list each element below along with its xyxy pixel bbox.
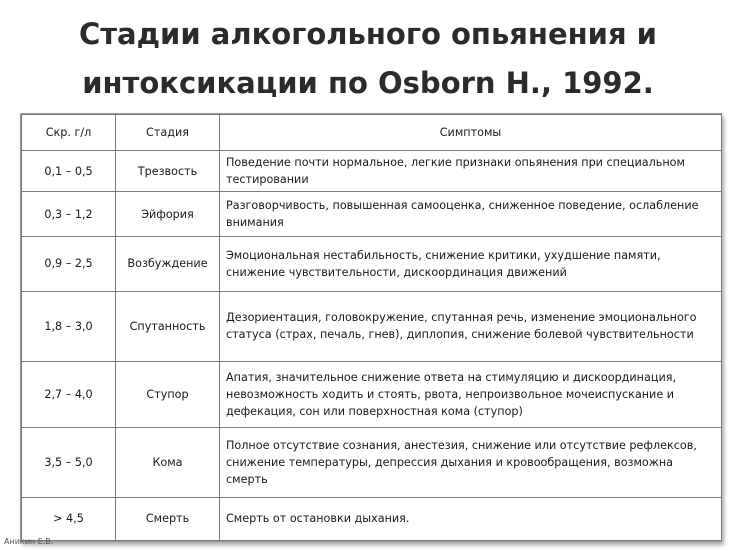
table-row bbox=[22, 428, 722, 497]
cell-symptoms: Эмоциональная нестабильность, снижение критики, ухудшение памяти, снижение чувствительности, дискоординация движений bbox=[220, 236, 722, 291]
cell-range: 0,1 – 0,5 bbox=[22, 151, 116, 192]
cell-stage: Кома bbox=[116, 428, 220, 497]
title-line-1: Стадии алкогольного опьянения и bbox=[78, 17, 658, 51]
table-row bbox=[22, 236, 722, 291]
stages-table-container bbox=[20, 113, 722, 542]
cell-symptoms: Разговорчивость, повышенная самооценка, сниженное поведение, ослабление внимания bbox=[220, 192, 722, 236]
table-row bbox=[22, 362, 722, 428]
cell-symptoms: Апатия, значительное снижение ответа на стимуляцию и дискоординация, невозможность ходить и стоять, рвота, непроизвольное мочеиспускание и дефекация, сон или поверхностная кома (ступор) bbox=[220, 362, 722, 428]
cell-symptoms: Дезориентация, головокружение, спутанная речь, изменение эмоционального статуса (страх, печаль, гнев), диплопия, снижение болевой чувствительности bbox=[220, 291, 722, 361]
table-header-row bbox=[22, 115, 722, 151]
cell-range: 0,3 – 1,2 bbox=[22, 192, 116, 236]
cell-stage: Спутанность bbox=[116, 291, 220, 361]
cell-stage: Смерть bbox=[116, 497, 220, 541]
cell-stage: Эйфория bbox=[116, 192, 220, 236]
stages-table bbox=[21, 114, 722, 541]
header-stage: Стадия bbox=[116, 115, 220, 151]
cell-symptoms: Поведение почти нормальное, легкие признаки опьянения при специальном тестировании bbox=[220, 151, 722, 192]
cell-range: 0,9 – 2,5 bbox=[22, 236, 116, 291]
page-title bbox=[0, 10, 736, 108]
cell-symptoms: Смерть от остановки дыхания. bbox=[220, 497, 722, 541]
cell-range: 3,5 – 5,0 bbox=[22, 428, 116, 497]
cell-stage: Ступор bbox=[116, 362, 220, 428]
header-symptoms: Симптомы bbox=[220, 115, 722, 151]
cell-range: 2,7 – 4,0 bbox=[22, 362, 116, 428]
table-row bbox=[22, 291, 722, 361]
table-row bbox=[22, 497, 722, 541]
title-line-2: интоксикации по Osborn H., 1992. bbox=[82, 66, 654, 100]
cell-range: 1,8 – 3,0 bbox=[22, 291, 116, 361]
cell-stage: Трезвость bbox=[116, 151, 220, 192]
cell-stage: Возбуждение bbox=[116, 236, 220, 291]
author-watermark: Аникин Е.В. bbox=[4, 537, 54, 546]
cell-range: > 4,5 bbox=[22, 497, 116, 541]
table-row bbox=[22, 192, 722, 236]
header-range: Скр. г/л bbox=[22, 115, 116, 151]
table-row bbox=[22, 151, 722, 192]
cell-symptoms: Полное отсутствие сознания, анестезия, снижение или отсутствие рефлексов, снижение температуры, депрессия дыхания и кровообращения, возможна смерть bbox=[220, 428, 722, 497]
